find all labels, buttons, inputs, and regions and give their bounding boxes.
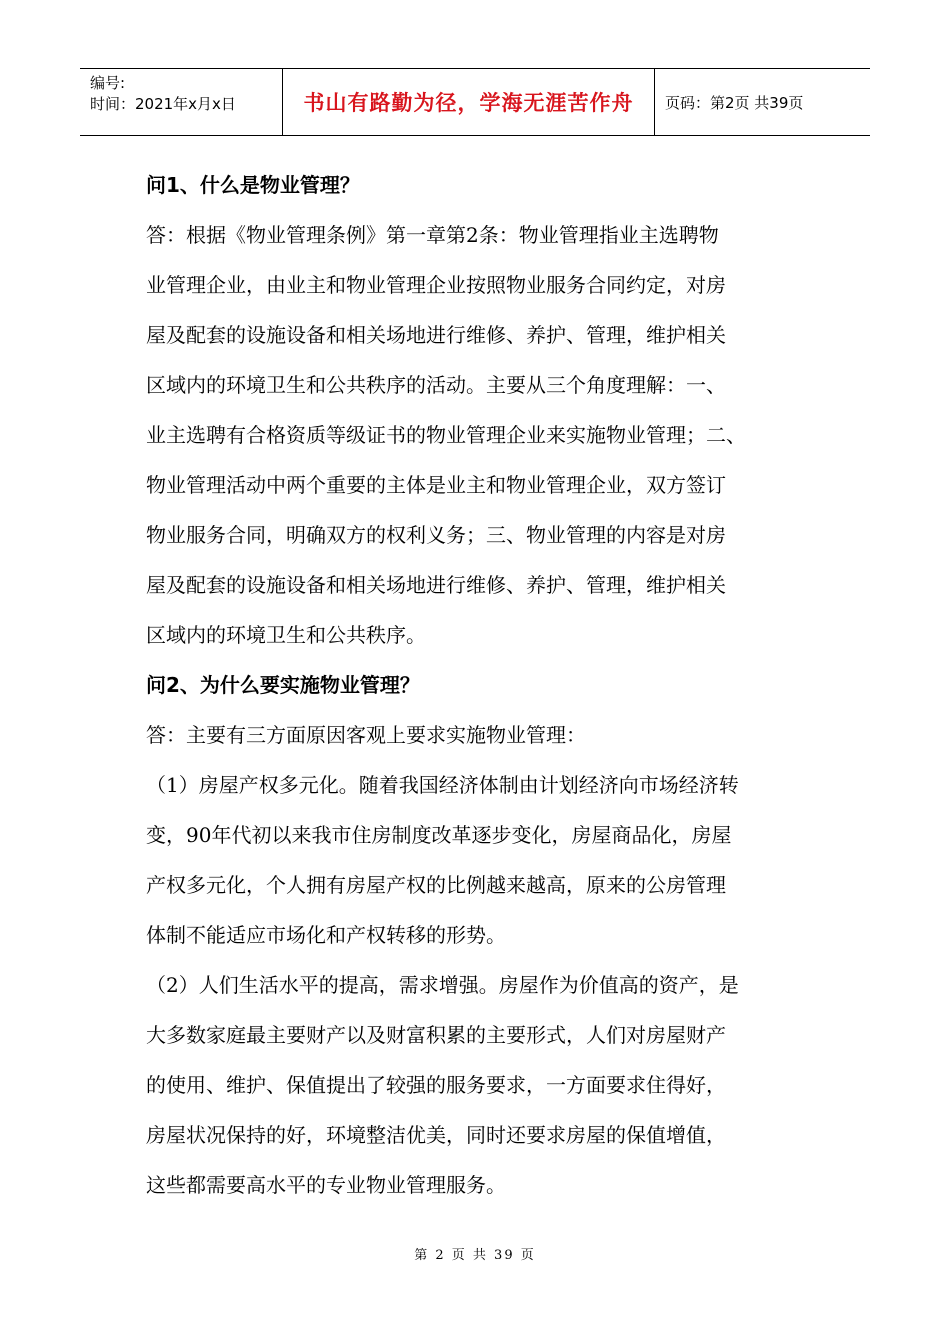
answer-2-line: 大多数家庭最主要财产以及财富积累的主要形式，人们对房屋财产 [146,1023,726,1047]
answer-1-line: 区域内的环境卫生和公共秩序。 [146,623,426,647]
header-left-cell [80,69,282,135]
question-1: 问1、什么是物业管理？ [146,173,360,197]
answer-2-line: （1）房屋产权多元化。随着我国经济体制由计划经济向市场经济转 [146,773,739,797]
page-header [80,68,870,136]
question-2: 问2、为什么要实施物业管理？ [146,673,420,697]
answer-2-line: 这些都需要高水平的专业物业管理服务。 [146,1173,506,1197]
answer-1-line: 屋及配套的设施设备和相关场地进行维修、养护、管理，维护相关 [146,573,726,597]
answer-2-line: 房屋状况保持的好，环境整洁优美，同时还要求房屋的保值增值， [146,1123,726,1147]
answer-1-line: 物业服务合同，明确双方的权利义务；三、物业管理的内容是对房 [146,523,726,547]
answer-1-line: 屋及配套的设施设备和相关场地进行维修、养护、管理，维护相关 [146,323,726,347]
answer-1-line: 业主选聘有合格资质等级证书的物业管理企业来实施物业管理；二、 [146,423,746,447]
answer-2-line: 答：主要有三方面原因客观上要求实施物业管理： [146,723,586,747]
time-label: 时间：2021年x月x日 [90,95,236,113]
answer-1-line: 业管理企业，由业主和物业管理企业按照物业服务合同约定，对房 [146,273,726,297]
header-motto-cell [282,69,655,135]
answer-1-line: 答：根据《物业管理条例》第一章第2条：物业管理指业主选聘物 [146,223,719,247]
answer-1-line: 区域内的环境卫生和公共秩序的活动。主要从三个角度理解：一、 [146,373,726,397]
document-body [146,160,816,1210]
motto: 书山有路勤为径，学海无涯苦作舟 [303,91,634,115]
number-label: 编号: [90,74,126,92]
answer-2-line: 变，90年代初以来我市住房制度改革逐步变化，房屋商品化，房屋 [146,823,732,847]
header-page-cell [655,69,870,135]
answer-2-line: 体制不能适应市场化和产权转移的形势。 [146,923,506,947]
page-label: 页码：第2页 共39页 [665,93,804,112]
answer-2-line: （2）人们生活水平的提高，需求增强。房屋作为价值高的资产，是 [146,973,739,997]
answer-2-line: 的使用、维护、保值提出了较强的服务要求，一方面要求住得好， [146,1073,726,1097]
answer-2-line: 产权多元化，个人拥有房屋产权的比例越来越高，原来的公房管理 [146,873,726,897]
answer-1-line: 物业管理活动中两个重要的主体是业主和物业管理企业，双方签订 [146,473,726,497]
page-footer: 第 2 页 共 39 页 [414,1248,536,1263]
